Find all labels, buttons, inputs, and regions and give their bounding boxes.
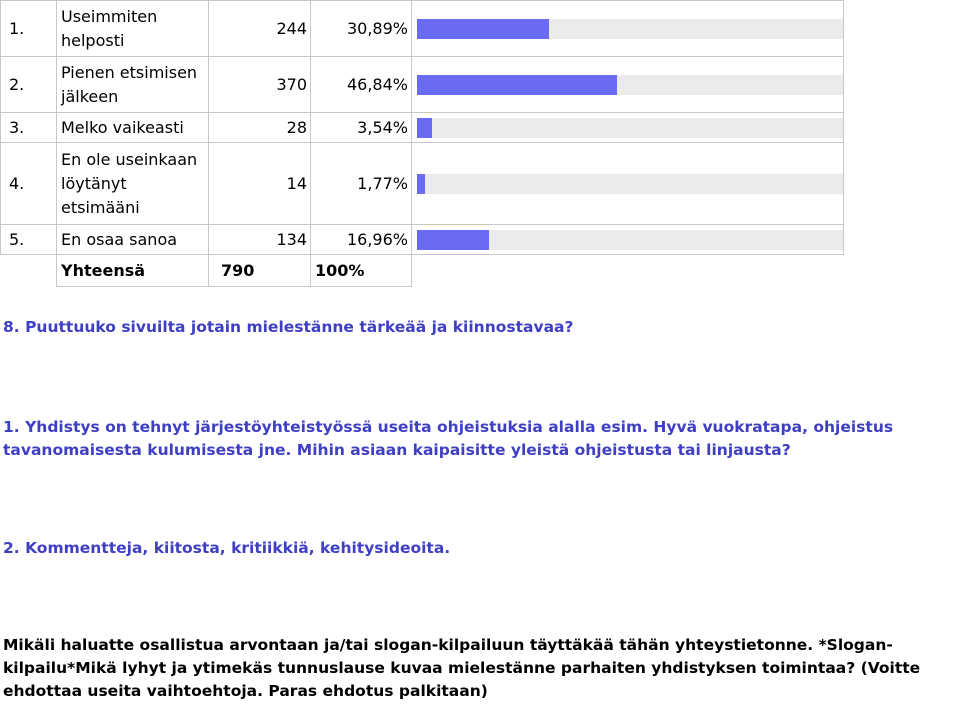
total-percent: 100%	[311, 255, 412, 287]
row-count: 370	[209, 57, 311, 113]
question-1: 1. Yhdistys on tehnyt järjestöyhteistyössä useita ohjeistuksia alalla esim. Hyvä vuokratapa, ohjeistus tavanomaisesta kulumisesta jne. Mihin asiaan kaipaisitte yleistä ohjeistusta tai linjausta?	[3, 418, 894, 459]
bar-track	[417, 174, 843, 194]
contact-info-prompt: Mikäli haluatte osallistua arvontaan ja/tai slogan-kilpailuun täyttäkää tähän yhteystietonne. *Slogan-kilpailu*Mikä lyhyt ja ytimekäs tunnuslause kuvaa mielestänne parhaiten yhdistyksen toimintaa? (Voitte ehdottaa useita vaihtoehtoja. Paras ehdotus palkitaan)	[3, 636, 921, 700]
table-row	[1, 1, 844, 57]
row-count: 244	[209, 1, 311, 57]
total-spacer	[1, 255, 57, 287]
bar-fill	[417, 230, 489, 250]
row-label: Useimmiten helposti	[57, 1, 209, 57]
row-number: 1.	[1, 1, 57, 57]
bar-track	[417, 230, 843, 250]
bar-track	[417, 19, 843, 39]
row-bar-cell	[412, 57, 844, 113]
row-label: En ole useinkaan löytänyt etsimääni	[57, 143, 209, 225]
total-row	[1, 255, 844, 287]
bar-fill	[417, 174, 425, 194]
row-percent: 46,84%	[311, 57, 412, 113]
row-bar-cell	[412, 225, 844, 255]
table-row	[1, 225, 844, 255]
results-table	[0, 0, 844, 287]
row-number: 2.	[1, 57, 57, 113]
row-number: 4.	[1, 143, 57, 225]
row-count: 134	[209, 225, 311, 255]
question-2: 2. Kommentteja, kiitosta, kritiikkiä, kehitysideoita.	[3, 539, 451, 557]
total-label: Yhteensä	[57, 255, 209, 287]
row-percent: 3,54%	[311, 113, 412, 143]
total-count: 790	[209, 255, 311, 287]
row-percent: 1,77%	[311, 143, 412, 225]
row-bar-cell	[412, 1, 844, 57]
bar-fill	[417, 75, 617, 95]
row-percent: 16,96%	[311, 225, 412, 255]
row-label: En osaa sanoa	[57, 225, 209, 255]
bar-fill	[417, 19, 549, 39]
row-count: 14	[209, 143, 311, 225]
row-bar-cell	[412, 113, 844, 143]
row-label: Melko vaikeasti	[57, 113, 209, 143]
table-row	[1, 143, 844, 225]
row-number: 3.	[1, 113, 57, 143]
row-percent: 30,89%	[311, 1, 412, 57]
table-row	[1, 57, 844, 113]
bar-fill	[417, 118, 432, 138]
total-bar-cell	[412, 255, 844, 287]
row-number: 5.	[1, 225, 57, 255]
bar-track	[417, 75, 843, 95]
table-row	[1, 113, 844, 143]
row-count: 28	[209, 113, 311, 143]
question-8: 8. Puuttuuko sivuilta jotain mielestänne tärkeää ja kiinnostavaa?	[3, 318, 574, 336]
row-label: Pienen etsimisen jälkeen	[57, 57, 209, 113]
row-bar-cell	[412, 143, 844, 225]
bar-track	[417, 118, 843, 138]
